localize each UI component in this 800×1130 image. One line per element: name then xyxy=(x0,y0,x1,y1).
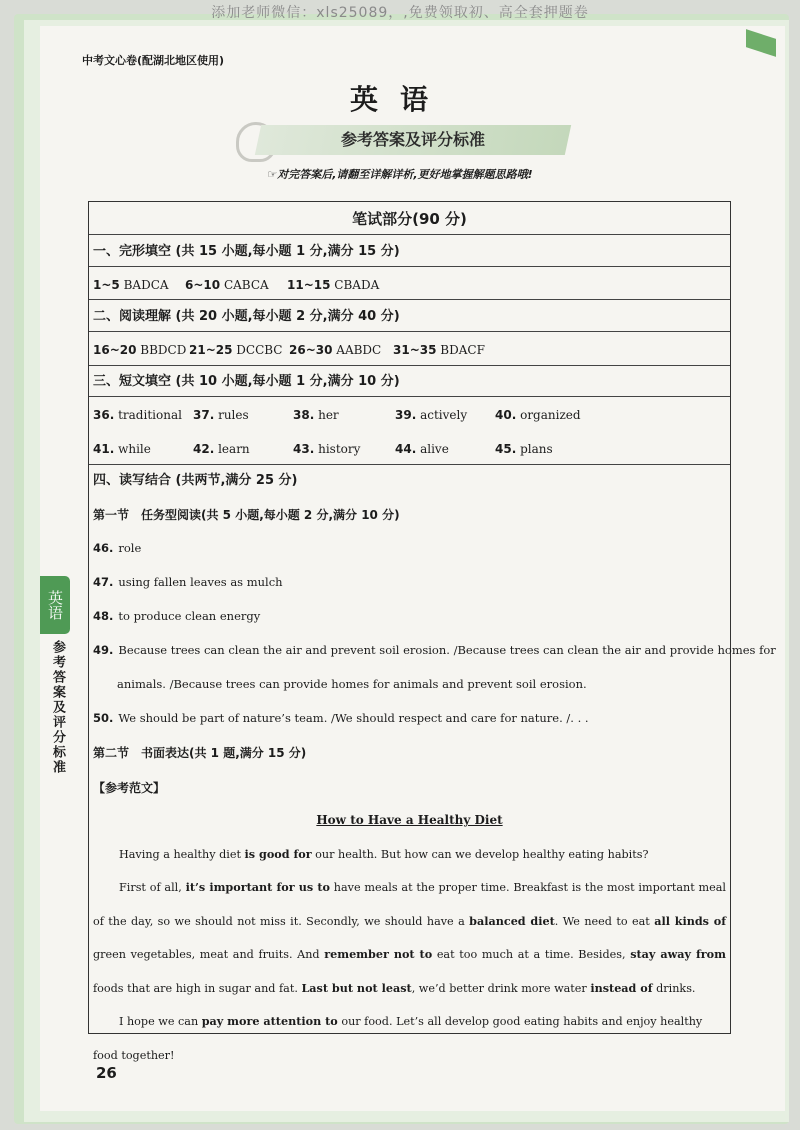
answer-table xyxy=(88,201,776,1062)
part-1-title: 第一节 任务型阅读(共 5 小题,每小题 2 分,满分 10 分) xyxy=(93,508,400,522)
answer-item: 36. traditional xyxy=(93,408,182,422)
answer-item: 39. actively xyxy=(395,408,468,422)
tip-text: ☞对完答案后,请翻至详解详析,更好地掌握解题思路哦! xyxy=(267,168,533,181)
answer-50: 50. We should be part of nature’s team. /We should respect and care for nature. /. . . xyxy=(93,711,589,725)
answer-group: 1~5 BADCA xyxy=(93,278,169,292)
section-2-title: 二、阅读理解 (共 20 小题,每小题 2 分,满分 40 分) xyxy=(93,309,400,324)
divider xyxy=(89,396,730,397)
answer-item: 40. organized xyxy=(495,408,581,422)
section-1-title: 一、完形填空 (共 15 小题,每小题 1 分,满分 15 分) xyxy=(93,244,400,259)
banner-title: 参考答案及评分标准 xyxy=(340,130,485,149)
answer-item: 38. her xyxy=(293,408,339,422)
answer-item: 45. plans xyxy=(495,442,553,456)
watermark: 添加老师微信：xls25089，,免费领取初、高全套押题卷 xyxy=(211,5,589,21)
series-header: 中考文心卷(配湖北地区使用) xyxy=(82,54,225,67)
subject-title: 英语 xyxy=(349,83,450,116)
answer-49-continued: animals. /Because trees can provide homes for animals and prevent soil erosion. xyxy=(117,677,587,691)
section-4-title: 四、读写结合 (共两节,满分 25 分) xyxy=(93,473,298,488)
subject-tab: 英语 xyxy=(40,576,70,634)
answer-item: 42. learn xyxy=(193,442,250,456)
sample-label: 【参考范文】 xyxy=(93,781,166,795)
answer-group: 11~15 CBADA xyxy=(287,278,380,292)
answer-49: 49. Because trees can clean the air and prevent soil erosion. /Because trees can clean the air and provide homes for xyxy=(93,643,776,657)
answer-46: 46. role xyxy=(93,541,142,555)
essay-paragraph-2: First of all, it’s important for us to have meals at the proper time. Breakfast is the most important meal of the day, so we should not miss it. Secondly, we should have a balanced diet. We need to eat all kinds of green vegetables, meat and fruits. And remember not to eat too much at a time. Besides, stay away from foods that are high in sugar and fat. Last but not least, we’d better drink more water instead of drinks. xyxy=(93,880,727,995)
divider xyxy=(89,266,730,267)
answer-47: 47. using fallen leaves as mulch xyxy=(93,575,283,589)
essay-paragraph-3: I hope we can pay more attention to our food. Let’s all develop good eating habits and enjoy healthy food together! xyxy=(93,1014,703,1062)
answer-48: 48. to produce clean energy xyxy=(93,609,261,623)
answer-group: 6~10 CABCA xyxy=(185,278,269,292)
answer-item: 41. while xyxy=(93,442,151,456)
answer-item: 44. alive xyxy=(395,442,449,456)
divider xyxy=(89,365,730,366)
answer-group: 21~25 DCCBC xyxy=(189,343,283,357)
side-label: 参考答案及评分标准 xyxy=(50,640,65,775)
answer-item: 43. history xyxy=(293,442,361,456)
answer-group: 26~30 AABDC xyxy=(289,343,382,357)
table-title: 笔试部分(90 分) xyxy=(352,210,467,228)
answer-group: 31~35 BDACF xyxy=(393,343,485,357)
answer-item: 37. rules xyxy=(193,408,249,422)
essay-paragraph-1: Having a healthy diet is good for our health. But how can we develop healthy eating habits? xyxy=(119,847,649,861)
divider xyxy=(89,234,730,235)
part-2-title: 第二节 书面表达(共 1 题,满分 15 分) xyxy=(93,746,307,760)
divider xyxy=(89,299,730,300)
answer-group: 16~20 BBDCD xyxy=(93,343,187,357)
page-number: 26 xyxy=(96,1064,117,1082)
essay-title: How to Have a Healthy Diet xyxy=(316,813,503,827)
section-3-title: 三、短文填空 (共 10 小题,每小题 1 分,满分 10 分) xyxy=(93,374,400,389)
divider xyxy=(89,464,730,465)
divider xyxy=(89,331,730,332)
